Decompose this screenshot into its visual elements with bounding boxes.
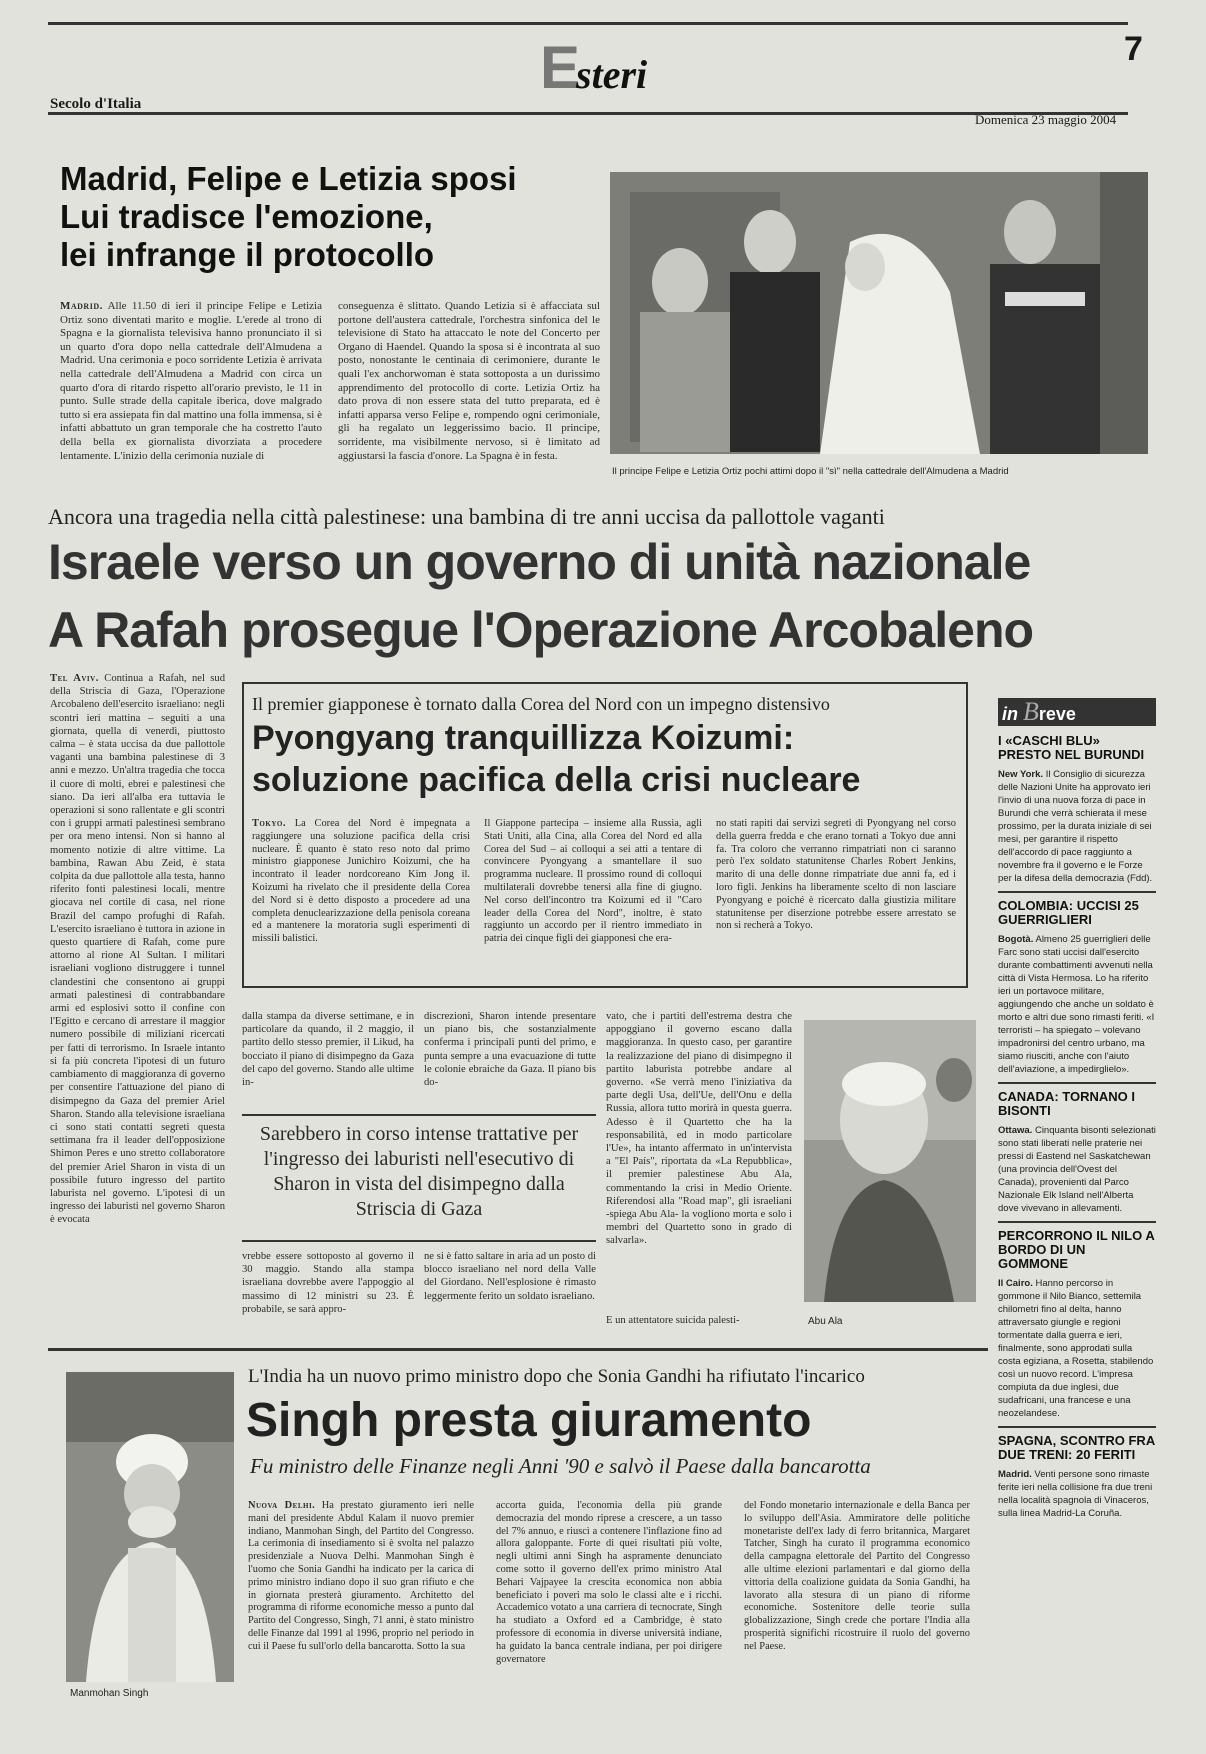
breve-title: CANADA: TORNANO I BISONTI xyxy=(998,1089,1135,1118)
singh-subhead: Fu ministro delle Finanze negli Anni '90 e salvò il Paese dalla bancarotta xyxy=(250,1454,871,1478)
singh-kicker: L'India ha un nuovo primo ministro dopo che Sonia Gandhi ha rifiutato l'incarico xyxy=(248,1366,865,1387)
madrid-col1-text: Alle 11.50 di ieri il principe Felipe e Letizia Ortiz sono diventati marito e moglie. L'erede al trono di Spagna e la giornalista televisiva hanno pronunciato il sì un quarto d'ora dopo nella cattedrale dell'Almudena a Madrid. Una cerimonia e poco sorridente Letizia è arrivata nella cattedrale dell'Almudena a Madrid con circa un quarto d'ora di ritardo rispetto all'orario previsto, le 11 in punto. Sulle strade della capitale iberica, dove malgrado tutto si era assiepata fin dal mattino una folla immensa, si è infatti abbattuto un gran temporale che ha costretto l'auto della bella ex giornalista divorziata a procedere lentamente. L'inizio della cerimonia nuziale di xyxy=(60,300,322,462)
koizumi-col3 xyxy=(716,818,956,978)
breve-item xyxy=(998,1090,1156,1215)
breve-text xyxy=(998,1468,1156,1520)
israele-col6-end-text: E un attentatore suicida palesti- xyxy=(606,1315,740,1326)
masthead: Secolo d'Italia xyxy=(50,96,142,112)
in-breve-header xyxy=(998,698,1156,726)
madrid-headline-line3: lei infrange il protocollo xyxy=(60,236,435,273)
singh-col1 xyxy=(248,1500,474,1700)
koizumi-headline-2: soluzione pacifica della crisi nucleare xyxy=(252,761,861,799)
breve-dateline: New York. xyxy=(998,769,1044,780)
breve-dateline: Ottawa. xyxy=(998,1125,1033,1136)
pullquote-rule-top xyxy=(242,1114,596,1116)
pullquote-rule-bottom xyxy=(242,1240,596,1242)
section-title xyxy=(540,34,648,101)
israele-col6-end xyxy=(606,1314,792,1330)
abu-ala-photo xyxy=(804,1020,976,1302)
madrid-headline-line2: Lui tradisce l'emozione, xyxy=(60,198,433,235)
breve-separator xyxy=(998,1082,1156,1084)
breve-dateline: Bogotà. xyxy=(998,934,1034,945)
israele-dateline: Tel Aviv. xyxy=(50,673,99,684)
header-rule xyxy=(48,112,1128,115)
israele-col5 xyxy=(424,1250,596,1330)
breve-item xyxy=(998,734,1156,885)
breve-separator xyxy=(998,1426,1156,1428)
breve-text xyxy=(998,933,1156,1076)
top-rule xyxy=(48,22,1128,25)
wedding-photo-caption: Il principe Felipe e Letizia Ortiz pochi attimi dopo il "sì" nella cattedrale dell'Almudena a Madrid xyxy=(612,466,1009,477)
breve-separator xyxy=(998,1221,1156,1223)
israele-col2 xyxy=(242,1010,414,1110)
breve-body: Venti persone sono rimaste ferite ieri nella collisione fra due treni nella località spagnola di Vinaceros, sulla linea Madrid-La Coruña. xyxy=(998,1469,1153,1519)
breve-text xyxy=(998,768,1156,885)
breve-text xyxy=(998,1124,1156,1215)
breve-item xyxy=(998,1434,1156,1520)
breve-dateline: Madrid. xyxy=(998,1469,1032,1480)
issue-date: Domenica 23 maggio 2004 xyxy=(975,112,1117,127)
singh-col3 xyxy=(744,1500,970,1700)
israele-col6-text: vato, che i partiti dell'estrema destra che appoggiano il governo escano dalla maggioranza. In questo caso, per garantire la realizzazione del piano di disimpegno il partito laburista potrebbe andare al governo. «Se verrà meno l'iniziativa da parte degli Usa, dell'Ue, dell'Onu e della Russia, allora tutto morirà in questa guerra. Adesso è il Quartetto che ha la responsabilità, ed in modo particolare l'Ue», ha intanto affermato in un'intervista a "El País", riportata da «La Repubblica», il premier palestinese Abu Ala, commentando la crisi in Medio Oriente. Riferendosi alla "Road map", gli israeliani -spiega Abu Ala- la vogliono morta e solo i membri del Quartetto sono in grado di salvarla». xyxy=(606,1011,792,1247)
israele-headline-1: Israele verso un governo di unità nazionale xyxy=(48,534,1031,590)
israele-col4 xyxy=(242,1250,414,1330)
singh-col1-text: Ha prestato giuramento ieri nelle mani del presidente Abdul Kalam il nuovo premier indiano, Manmohan Singh, del Partito del Congresso. La cerimonia di insediamento si è svolta nel palazzo presidenziale a Nuova Delhi. Manmohan Singh è l'uomo che Sonia Gandhi ha indicato per la carica di primo ministro indiano dopo il suo gran rifiuto e che in giornata presterà giuramento. Architetto del programma di riforme economiche messo a punto dal Partito del Congresso, Singh, 71 anni, è stato ministro delle Finanze dal 1991 al 1996, proprio nel periodo in cui il Paese fu sull'orlo della bancarotta. Sotto la sua xyxy=(248,1500,474,1652)
madrid-col2-text: conseguenza è slittato. Quando Letizia si è affacciata sul portone dell'austera cattedrale, l'orchestra sinfonica del le televisione di Stato ha attaccato le note del Concerto per Organo di Haendel. Quando la sposa si è incontrata al suo posto, nonostante le centinaia di cerimoniere, durante le quali l'ex anchorwoman è stata sottoposta a un durissimo apprendimento del protocollo di corte. Letizia Ortiz ha dato prova di non essere stata del tutto preparata, ed è infatti apparsa verso Felipe e, rompendo ogni cerimoniale, gli ha regalato un leggerissimo bacio. Il principe, sorridente, ma visibilmente nervoso, si è limitato ad aggiustarsi la fascia d'onore. La Spagna è in festa. xyxy=(338,300,600,462)
israele-headline-2: A Rafah prosegue l'Operazione Arcobaleno xyxy=(48,602,1034,658)
breve-item xyxy=(998,1229,1156,1420)
koizumi-col2 xyxy=(484,818,702,978)
breve-text xyxy=(998,1277,1156,1420)
singh-photo-caption: Manmohan Singh xyxy=(70,1688,149,1699)
israele-col6 xyxy=(606,1010,792,1310)
israele-col3 xyxy=(424,1010,596,1110)
singh-headline: Singh presta giuramento xyxy=(246,1394,812,1447)
breve-title: I «CASCHI BLU» PRESTO NEL BURUNDI xyxy=(998,733,1145,762)
singh-col3-text: del Fondo monetario internazionale e della Banca per lo sviluppo dell'Asia. Ammiratore delle politiche monetariste dell'ex lady di ferro britannica, Margaret Tatcher, Singh ha curato il programma economico della campagna elettorale del Partito del Congresso alle ultime elezioni parlamentari e dal giorno della vittoria della coalizione guidata da Sonia Gandhi, ha lavorato alla stesura di un piano di riforme economiche. Sostenitore delle teorie sulla globalizzazione, Singh crede che portare l'India alla prosperità significhi ricostruire il ruolo del governo nel Paese. xyxy=(744,1500,970,1652)
israele-pullquote: Sarebbero in corso intense trattative per l'ingresso dei laburisti nell'esecutivo di Sharon in vista del disimpegno dalla Striscia di Gaza xyxy=(259,1123,579,1220)
koizumi-dateline: Tokyo. xyxy=(252,818,286,829)
breve-body: Il Consiglio di sicurezza delle Nazioni Unite ha approvato ieri l'invio di una nuova forza di pace in Burundi che verrà schierata il mese prossimo, per la durata iniziale di sei mesi, per garantire il rispetto dell'accordo di pace raggiunto a novembre fra il governo e le Forze per la difesa della democrazia (Fdd). xyxy=(998,769,1153,884)
madrid-col1 xyxy=(60,300,322,472)
abu-ala-photo-image xyxy=(804,1020,976,1302)
madrid-dateline: Madrid. xyxy=(60,300,103,312)
breve-dateline: Il Cairo. xyxy=(998,1278,1033,1289)
in-breve-sidebar xyxy=(998,698,1156,1748)
breve-separator xyxy=(998,891,1156,893)
wedding-photo xyxy=(610,172,1148,454)
israele-col2-text: dalla stampa da diverse settimane, e in particolare da quando, il 2 maggio, il partito dello stesso premier, il Likud, ha bocciato il piano di disimpegno da Gaza del capo del governo. Stando alle ultime in- xyxy=(242,1011,414,1089)
israele-col5-text: posto di blocco israeliano nel nord della Valle del Giordano. Nell'esplosione è rimasto leggermente ferito un soldato israeliano. xyxy=(424,1251,596,1302)
israele-col3-text: discrezioni, Sharon intende presentare un piano bis, che sostanzialmente conferma i principali punti del primo, e punta sempre a una evacuazione di tutte le colonie ebraiche da Gaza. Il piano bis do- xyxy=(424,1011,596,1089)
wedding-photo-image xyxy=(610,172,1148,454)
section-rest: steri xyxy=(576,52,648,97)
singh-top-rule xyxy=(48,1348,988,1351)
page-number: 7 xyxy=(1124,30,1143,68)
breve-body: Hanno percorso in gommone il Nilo Bianco, settemila chilometri fino al delta, hanno attraversato giungle e regioni tormentate dalla guerra e ieri, finalmente, sono approdati sulla costa egiziana, a Rosetta, stabilendo così un nuovo record. L'impresa compiuta da due inglesi, due sudafricani, una francese e una neozelandese. xyxy=(998,1278,1154,1419)
in-breve-rest: reve xyxy=(1038,704,1076,724)
breve-title: SPAGNA, SCONTRO FRA DUE TRENI: 20 FERITI xyxy=(998,1433,1155,1462)
breve-body: Almeno 25 guerriglieri delle Farc sono stati uccisi dall'esercito durante combattimenti avvenuti nella città di Vista Hermosa. Lo ha riferito ieri un portavoce militare, aggiungendo che anche un soldato è morto e altri due sono rimasti feriti. «I terroristi – ha spiegato – volevano impadronirsi del centro urbano, ma siamo riusciti, anche con l'aiuto dell'aviazione, a impedirglielo». xyxy=(998,934,1155,1075)
in-breve-prefix: in xyxy=(1002,704,1023,724)
koizumi-col1 xyxy=(252,818,470,978)
singh-photo xyxy=(66,1372,234,1682)
abu-ala-caption: Abu Ala xyxy=(808,1316,843,1327)
madrid-col2 xyxy=(338,300,600,472)
in-breve-initial: B xyxy=(1023,698,1039,726)
breve-title: COLOMBIA: UCCISI 25 GUERRIGLIERI xyxy=(998,898,1139,927)
madrid-headline xyxy=(60,160,600,274)
israele-col1 xyxy=(50,672,225,1320)
israele-kicker: Ancora una tragedia nella città palestinese: una bambina di tre anni uccisa da pallottole vaganti xyxy=(48,504,885,529)
breve-item xyxy=(998,899,1156,1076)
koizumi-kicker: Il premier giapponese è tornato dalla Corea del Nord con un impegno distensivo xyxy=(252,694,830,714)
section-initial: E xyxy=(540,34,581,101)
koizumi-col1-text: La Corea del Nord è impegnata a raggiungere una soluzione pacifica della crisi nucleare. È quanto è stato reso noto dal primo ministro giapponese Junichiro Koizumi, che ha incontrato il leader nordcoreano Kim Jong il. Koizumi ha rivelato che il presidente della Corea del Nord si è detto disposto a procedere ad una completa denuclearizzazione della penisola coreana ed a mantenere la moratoria sugli esperimenti di missili balistici. xyxy=(252,818,470,945)
singh-photo-image xyxy=(66,1372,234,1682)
israele-col4-text: vrebbe essere sottoposto al governo il 30 maggio. Stando alla stampa israeliana dovrebbe avere l'appoggio al massimo di 12 ministri su 23. È probabile, se sarà appro- xyxy=(242,1251,414,1315)
israele-col5-lead: ne si è fatto saltare in aria ad un xyxy=(424,1251,560,1262)
singh-col2 xyxy=(496,1500,722,1700)
israele-col1-text: Continua a Rafah, nel sud della Striscia di Gaza, l'Operazione Arcobaleno dell'esercito israeliano: negli scontri ieri mattina – seguiti a una giornata, quella di venerdì, piuttosto calma – è stata uccisa da due pallottole vaganti una bambina palestinese di 3 anni e mezzo. Un'altra tragedia che tocca il cuore di molti, ebrei e palestinesi che siano. Da ieri all'alba era tuttavia le operazioni si sono rallentate e gli scontri con i gruppi armati palestinesi sembrano per ora meno intensi. Non si hanno al momento notizie di altre vittime. La bambina, Rawan Abu Zeid, è stata colpita da due pallottole alla testa, hanno riferito fonti palestinesi locali, mentre giocava nel cortile di casa, nel rione Brazil del campo profughi di Rafah. L'esercito israeliano è tuttora in azione in questo quartiere di Rafah, come pure attorno al rione Al Sultan. I militari israeliani vogliono distruggere i tunnel clandestini che consentono ai gruppi armati palestinesi di contrabbandare armi ed esplosivi sotto il confine con l'Egitto e cercano di arrestare il maggior numero possibile di miliziani ricercati per fatti di terrorismo. In Israele intanto si fa più concreta l'ipotesi di un futuro cambiamento di maggioranza di governo per consentire l'attuazione del piano di disimpegno da Gaza del premier Ariel Sharon. Stando alla televisione israeliana ci sono stati contatti segreti questa settimana fra il leader dell'opposizione Shimon Peres e uno stretto collaboratore del premier Ariel Sharon in vista di un possibile futuro ingresso del partito laburista nel governo. L'ipotesi di un ingresso dei laburisti nel governo Sharon è evocata xyxy=(50,673,225,1226)
koizumi-box xyxy=(242,682,968,988)
singh-dateline: Nuova Delhi. xyxy=(248,1500,316,1511)
breve-body: Cinquanta bisonti selezionati sono stati liberati nelle praterie nei pressi di Eastend nel Saskatchewan (una provincia dell'Ovest del Canada), provenienti dal Parco Nazionale Elk Island nell'Alberta dove vivevano in allevamenti. xyxy=(998,1125,1156,1214)
breve-title: PERCORRONO IL NILO A BORDO DI UN GOMMONE xyxy=(998,1228,1155,1271)
singh-col2-text: accorta guida, l'economia della più grande democrazia del mondo riprese a crescere, a un tasso del 7% annuo, e riuscì a contenere l'inflazione fino ad allora galoppante. Forte di quei risultati più volte, negli ultimi anni Singh ha aspramente denunciato come sotto il governo dell'ex primo ministro Atal Behari Vajpayee la crescita economica non abbia beneficiato i poveri ma solo le classi alte e i ricchi. Accademico votato a una carriera di tecnocrate, Singh ha studiato a Oxford ed a Cambridge, è stato professore di economia in diverse università indiane, ha guidato la banca centrale indiana, per poi dirigere governatore xyxy=(496,1500,722,1665)
koizumi-headline-1: Pyongyang tranquillizza Koizumi: xyxy=(252,719,795,757)
madrid-headline-line1: Madrid, Felipe e Letizia sposi xyxy=(60,160,517,197)
koizumi-col3-text: no stati rapiti dai servizi segreti di Pyongyang nel corso della guerra fredda e che erano tornati a Tokyo due anni fa. Tra coloro che verranno rimpatriati non ci saranno però l'ex soldato statunitense Charles Robert Jenkins, marito di una delle donne rimpatriate due anni fa, ed i loro figli. Jenkins ha liberamente scelto di non lasciare Pyongyang e poiché è ricercato dalla giustizia militare statunitense per diserzione potrebbe essere arrestato se non si recherà a Tokyo. xyxy=(716,818,956,932)
koizumi-col2-text: Il Giappone partecipa – insieme alla Russia, agli Stati Uniti, alla Cina, alla Corea del Nord ed alla Corea del Sud – ai colloqui a sei atti a tentare di convincere Pyongyang a smantellare il suo programma nucleare. Il prossimo round di colloqui multilaterali dovrebbe tenersi alla fine di giugno. Nel corso dell'incontro tra Koizumi ed il "Caro leader della Corea del Nord", inoltre, è stato raggiunto un accordo per il rientro immediato in patria dei cinque figli dei giapponesi che era- xyxy=(484,818,702,945)
